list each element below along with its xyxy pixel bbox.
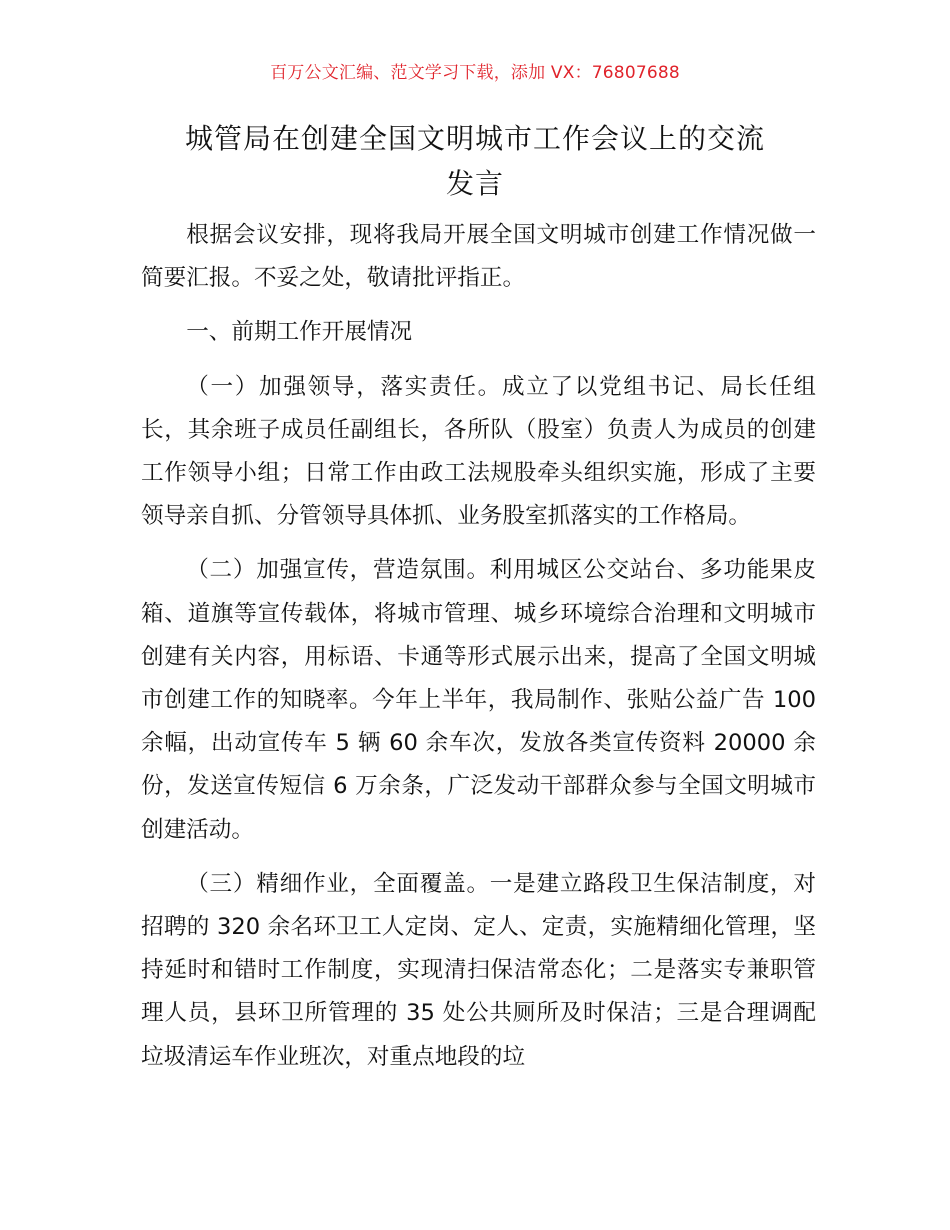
- section-heading: 一、前期工作开展情况: [186, 319, 413, 346]
- paragraph-intro: 根据会议安排，现将我局开展全国文明城市创建工作情况做一简要汇报。不妥之处，敬请批评指正。: [141, 222, 816, 292]
- paragraph-leadership: （一）加强领导，落实责任。成立了以党组书记、局长任组长，其余班子成员任副组长，各所队（股室）负责人为成员的创建工作领导小组；日常工作由政工法规股牵头组织实施，形成了主要领导亲自抓、分管领导具体抓、业务股室抓落实的工作格局。: [141, 373, 816, 530]
- paragraph-publicity: （二）加强宣传，营造氛围。利用城区公交站台、多功能果皮箱、道旗等宣传载体，将城市管理、城乡环境综合治理和文明城市创建有关内容，用标语、卡通等形式展示出来，提高了全国文明城市创建工作的知晓率。今年上半年，我局制作、张贴公益广告 100 余幅，出动宣传车 5 辆 60 余车次，发放各类宣传资料 20000 余份，发送宣传短信 6 万余条，广泛发动干部群众参与全国文明城市创建活动。: [141, 557, 816, 843]
- document-body: [141, 214, 816, 1090]
- promo-banner: 百万公文汇编、范文学习下载，添加 VX：76807688: [270, 63, 680, 83]
- paragraph-operations: （三）精细作业，全面覆盖。一是建立路段卫生保洁制度，对招聘的 320 余名环卫工人定岗、定人、定责，实施精细化管理，坚持延时和错时工作制度，实现清扫保洁常态化；二是落实专兼职管理人员，县环卫所管理的 35 处公共厕所及时保洁；三是合理调配垃圾清运车作业班次，对重点地段的垃: [141, 870, 816, 1070]
- document-title: [120, 116, 830, 206]
- title-line-1: 城管局在创建全国文明城市工作会议上的交流: [184, 122, 765, 155]
- title-line-2: 发言: [445, 167, 504, 200]
